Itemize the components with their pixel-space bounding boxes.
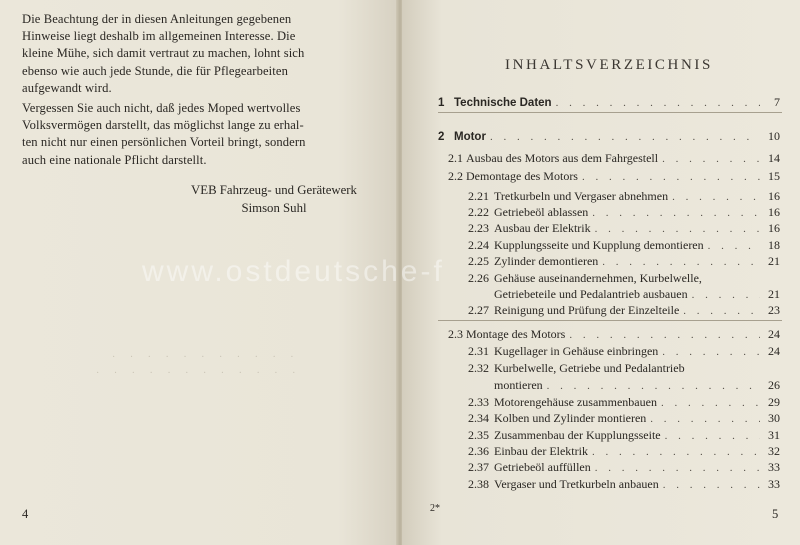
toc-entry-title: Motor (454, 131, 486, 143)
toc-entry-page: 21 (768, 254, 780, 268)
text-line: ten nicht nur einen persönlichen Vorteil bringt, sondern (22, 135, 306, 150)
toc-entry-title: Kugellager in Gehäuse einbringen (494, 344, 659, 358)
toc-entry-page: 18 (768, 238, 780, 252)
toc-leader-dots (569, 328, 760, 343)
toc-entry-title: Reinigung und Prüfung der Einzelteile (494, 303, 680, 317)
toc-entry (438, 95, 780, 111)
toc-entry-number: 2.3 (448, 327, 463, 341)
toc-entry-number: 1 (438, 97, 445, 109)
toc-entry-number: 2.35 (468, 428, 489, 442)
toc-leader-dots (662, 345, 760, 360)
publisher-signature: VEB Fahrzeug- und Gerätewerk (191, 183, 357, 197)
toc-entry-number: 2.31 (468, 344, 489, 358)
toc-entry-title: Ausbau des Motors aus dem Fahrgestell (466, 151, 659, 165)
toc-leader-dots (582, 170, 760, 185)
toc-entry (468, 460, 780, 476)
toc-entry-number: 2.1 (448, 151, 463, 165)
toc-entry-page: 32 (768, 444, 780, 458)
toc-entry-title: Technische Daten (454, 97, 552, 109)
toc-entry-title: Vergaser und Tretkurbeln anbauen (494, 477, 659, 491)
toc-leader-dots (592, 206, 760, 221)
toc-entry-continuation (494, 378, 780, 394)
toc-entry (468, 189, 780, 205)
printer-signature-mark: 2* (430, 503, 440, 514)
toc-entry-page: 26 (768, 378, 780, 392)
toc-entry-page: 33 (768, 460, 780, 474)
show-through-marks: · · · · · · · · · · · · (96, 368, 302, 379)
toc-entry (468, 205, 780, 221)
toc-entry (448, 151, 780, 167)
toc-entry-page: 31 (768, 428, 780, 442)
toc-entry-title: Montage des Motors (466, 327, 566, 341)
toc-entry-number: 2.34 (468, 411, 489, 425)
toc-entry-title: Zylinder demontieren (494, 254, 599, 268)
toc-entry-page: 23 (768, 303, 780, 317)
toc-entry-title: Tretkurbeln und Vergaser abnehmen (494, 189, 669, 203)
toc-entry (468, 477, 780, 493)
toc-leader-dots (661, 396, 760, 411)
toc-entry-number: 2.33 (468, 395, 489, 409)
toc-entry (468, 361, 780, 376)
toc-entry-page: 7 (774, 95, 780, 109)
toc-entry-title: Kupplungsseite und Kupplung demontieren (494, 238, 704, 252)
toc-entry-page: 24 (768, 327, 780, 341)
toc-leader-dots (683, 304, 760, 319)
toc-entry-number: 2.32 (468, 361, 489, 375)
text-line: Hinweise liegt deshalb im allgemeinen Interesse. Die (22, 29, 296, 44)
toc-entry (448, 327, 780, 343)
toc-entry-title: Getriebeöl ablassen (494, 205, 589, 219)
toc-entry (468, 221, 780, 237)
toc-entry-title: Demontage des Motors (466, 169, 578, 183)
toc-entry-title: Kolben und Zylinder montieren (494, 411, 647, 425)
toc-title: INHALTSVERZEICHNIS (505, 57, 713, 73)
publisher-location: Simson Suhl (241, 201, 307, 215)
text-line: Vergessen Sie auch nicht, daß jedes Moped wertvolles (22, 101, 301, 115)
toc-entry (468, 344, 780, 360)
toc-entry-page: 29 (768, 395, 780, 409)
toc-entry-page: 16 (768, 205, 780, 219)
toc-entry-number: 2.27 (468, 303, 489, 317)
toc-entry-title: Zusammenbau der Kupplungsseite (494, 428, 661, 442)
toc-entry-page: 16 (768, 189, 780, 203)
text-line: ebenso wie auch jede Stunde, die für Pflegearbeiten (22, 63, 288, 78)
reminder-paragraph (22, 100, 370, 169)
toc-entry-number: 2.38 (468, 477, 489, 491)
toc-leader-dots (650, 412, 760, 427)
toc-entry-number: 2 (438, 131, 445, 143)
toc-entry (468, 238, 780, 254)
toc-entry-title: Kurbelwelle, Getriebe und Pedalantrieb (494, 361, 685, 375)
page-number-right: 5 (772, 507, 779, 521)
watermark: www.ostdeutsche-f (142, 255, 445, 288)
toc-entry (468, 303, 780, 319)
toc-entry-page: 14 (768, 151, 780, 165)
section-rule (438, 112, 782, 113)
text-line: Die Beachtung der in diesen Anleitungen gegebenen (22, 12, 292, 26)
text-line: auch eine nationale Pflicht darstellt. (22, 152, 207, 167)
intro-paragraph (22, 11, 370, 97)
toc-entry-title: Ausbau der Elektrik (494, 221, 591, 235)
toc-leader-dots (595, 461, 760, 476)
toc-entry-continuation (494, 287, 780, 303)
toc-entry (448, 169, 780, 185)
toc-leader-dots (592, 445, 760, 460)
toc-entry-number: 2.36 (468, 444, 489, 458)
toc-entry-title: Gehäuse auseinandernehmen, Kurbelwelle, (494, 271, 702, 285)
toc-entry-page: 10 (768, 129, 780, 143)
toc-leader-dots (672, 190, 760, 205)
toc-entry-page: 33 (768, 477, 780, 491)
text-line: Volksvermögen darstellt, das möglichst lange zu erhal- (22, 118, 304, 133)
toc-leader-dots (595, 222, 760, 237)
text-line: aufgewandt wird. (22, 80, 112, 95)
toc-entry-title: Motorengehäuse zusammenbauen (494, 395, 657, 409)
toc-entry (468, 428, 780, 444)
page-number-left: 4 (22, 507, 29, 521)
toc-leader-dots (556, 96, 760, 111)
toc-leader-dots (602, 255, 760, 270)
toc-entry-title: Getriebeöl auffüllen (494, 460, 591, 474)
toc-entry (468, 271, 780, 286)
table-of-contents (402, 0, 800, 545)
toc-entry (468, 254, 780, 270)
toc-leader-dots (663, 478, 760, 493)
toc-entry-page: 24 (768, 344, 780, 358)
toc-entry-number: 2.21 (468, 189, 489, 203)
toc-leader-dots (662, 152, 760, 167)
toc-entry (438, 129, 780, 145)
toc-entry-title: Getriebeteile und Pedalantrieb ausbauen (494, 287, 688, 301)
toc-entry-number: 2.2 (448, 169, 463, 183)
toc-entry (468, 411, 780, 427)
show-through-marks: · · · · · · · · · · · (112, 352, 300, 363)
toc-entry-number: 2.37 (468, 460, 489, 474)
toc-entry-title: montieren (494, 378, 543, 392)
toc-entry-page: 21 (768, 287, 780, 301)
section-rule (438, 320, 782, 321)
toc-entry (468, 395, 780, 411)
toc-entry-page: 15 (768, 169, 780, 183)
toc-leader-dots (547, 379, 760, 394)
toc-entry-number: 2.24 (468, 238, 489, 252)
toc-leader-dots (490, 130, 760, 145)
right-page (402, 0, 800, 545)
toc-entry-number: 2.22 (468, 205, 489, 219)
toc-entry (468, 444, 780, 460)
toc-leader-dots (708, 239, 760, 254)
toc-leader-dots (665, 429, 760, 444)
toc-entry-title: Einbau der Elektrik (494, 444, 588, 458)
toc-entry-page: 16 (768, 221, 780, 235)
toc-entry-number: 2.26 (468, 271, 489, 285)
toc-leader-dots (692, 288, 760, 303)
toc-entry-number: 2.23 (468, 221, 489, 235)
left-page (0, 0, 398, 545)
toc-entry-page: 30 (768, 411, 780, 425)
toc-entry-number: 2.25 (468, 254, 489, 268)
text-line: kleine Mühe, sich damit vertraut zu machen, lohnt sich (22, 46, 305, 61)
